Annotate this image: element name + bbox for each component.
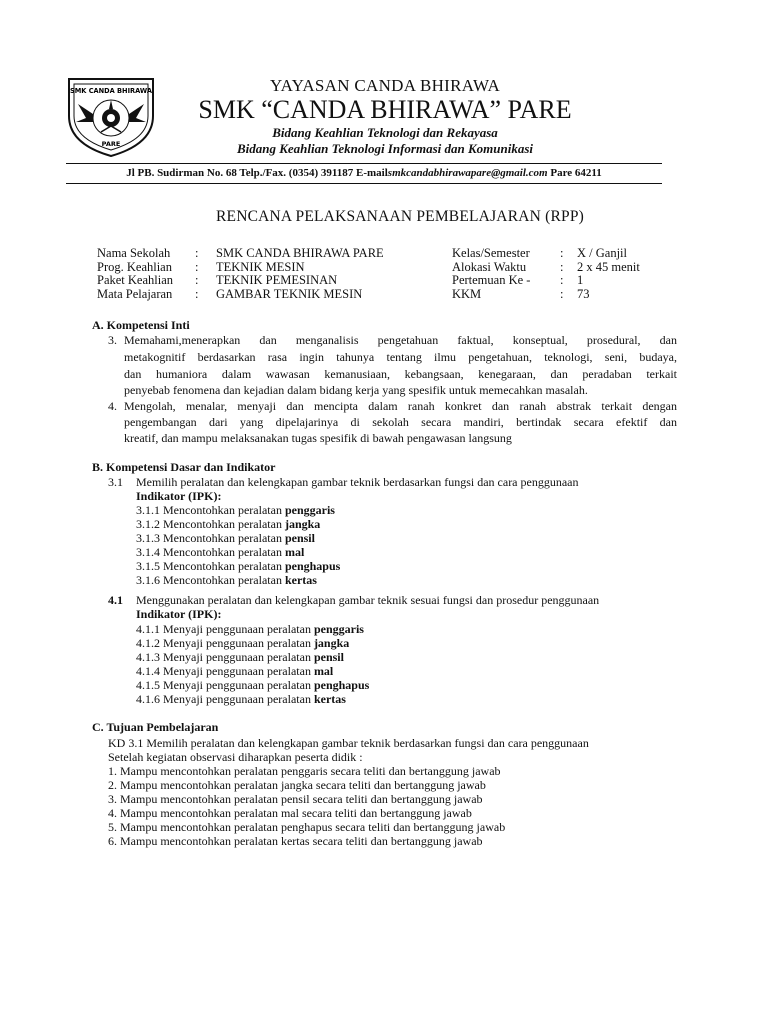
indicator-tool: mal <box>284 545 305 559</box>
logo-ring-text: SMK CANDA BHIRAWA <box>69 87 153 95</box>
address-email: smkcandabhirawapare@gmail.com <box>387 167 548 179</box>
ki4-line: Mengolah, menalar, menyaji dan mencipta dalam ranah konkret dan ranah abstrak terkait dengan <box>124 399 677 413</box>
indicator-tool: penggaris <box>313 622 364 636</box>
indicator-item <box>136 573 317 587</box>
goal-kd-line: KD 3.1 Memilih peralatan dan kelengkapan gambar teknik berdasarkan fungsi dan cara penggunaan <box>108 736 589 750</box>
indicator-tool: penghapus <box>313 678 370 692</box>
address-text: Jl PB. Sudirman No. 68 Telp./Fax. (0354) 391187 E-mail <box>126 167 388 179</box>
identity-colon: : <box>195 273 199 287</box>
indicator-item <box>136 678 369 692</box>
indicator-text: 3.1.5 Mencontohkan peralatan <box>136 559 285 573</box>
indicator-tool: pensil <box>313 650 344 664</box>
ki-number: 4. <box>108 399 117 413</box>
goal-item: 6. Mampu mencontohkan peralatan kertas secara teliti dan bertanggung jawab <box>108 834 483 848</box>
indicator-tool: jangka <box>284 517 321 531</box>
goal-item: 1. Mampu mencontohkan peralatan penggaris secara teliti dan bertanggung jawab <box>108 764 501 778</box>
indicator-text: 4.1.6 Menyaji penggunaan peralatan <box>136 692 314 706</box>
document-title: RENCANA PELAKSANAAN PEMBELAJARAN (RPP) <box>215 208 584 225</box>
identity-value: TEKNIK MESIN <box>216 260 305 274</box>
indicator-item <box>136 545 304 559</box>
identity-colon: : <box>560 246 564 260</box>
indicator-text: 3.1.3 Mencontohkan peralatan <box>136 531 285 545</box>
indicator-item <box>136 650 344 664</box>
indicator-tool: jangka <box>313 636 350 650</box>
identity-value: X / Ganjil <box>577 246 627 260</box>
identity-colon: : <box>560 260 564 274</box>
indicator-item <box>136 559 340 573</box>
identity-label: Kelas/Semester <box>452 246 530 260</box>
header-rule-top <box>66 163 662 164</box>
indicator-text: 3.1.2 Mencontohkan peralatan <box>136 517 285 531</box>
identity-colon: : <box>560 273 564 287</box>
identity-label: Prog. Keahlian <box>97 260 172 274</box>
section-heading-c: C. Tujuan Pembelajaran <box>92 720 219 734</box>
indicator-tool: pensil <box>284 531 315 545</box>
goal-intro: Setelah kegiatan observasi diharapkan peserta didik : <box>108 750 363 764</box>
identity-label: KKM <box>452 287 482 301</box>
ki4-line: pengembangan dari yang dipelajarinya di sekolah secara mandiri, bertindak secara efektif dan <box>124 415 677 429</box>
indicator-text: 4.1.3 Menyaji penggunaan peralatan <box>136 650 314 664</box>
indicator-text: 4.1.1 Menyaji penggunaan peralatan <box>136 622 314 636</box>
school-name: SMK “CANDA BHIRAWA” PARE <box>198 95 572 124</box>
logo-bottom-text: PARE <box>101 140 121 148</box>
goal-item: 2. Mampu mencontohkan peralatan jangka secara teliti dan bertanggung jawab <box>108 778 486 792</box>
identity-value: 2 x 45 menit <box>577 260 640 274</box>
indicator-tool: penggaris <box>284 503 335 517</box>
indicator-item <box>136 503 335 517</box>
kd-number: 4.1 <box>108 593 123 607</box>
ki3-line: penyebab fenomena dan kejadian dalam bidang kerja yang spesifik untuk memecahkan masalah. <box>124 383 588 397</box>
indicator-text: 4.1.5 Menyaji penggunaan peralatan <box>136 678 314 692</box>
indicator-text: 3.1.1 Mencontohkan peralatan <box>136 503 285 517</box>
identity-label: Paket Keahlian <box>97 273 174 287</box>
goal-item: 3. Mampu mencontohkan peralatan pensil secara teliti dan bertanggung jawab <box>108 792 483 806</box>
indicator-item <box>136 531 315 545</box>
ki3-line: dan humaniora dalam wawasan kemanusiaan, kebangsaan, kenegaraan, dan peradaban terkait <box>124 367 677 381</box>
address-postcode: Pare 64211 <box>547 167 602 179</box>
ki3-line: metakognitif berdasarkan rasa ingin tahunya tentang ilmu pengetahuan, teknologi, seni, budaya, <box>124 350 677 364</box>
indicator-tool: kertas <box>313 692 346 706</box>
ki4-line: kreatif, dan mampu melaksanakan tugas spesifik di bawah pengawasan langsung <box>124 431 512 445</box>
identity-label: Alokasi Waktu <box>452 260 527 274</box>
identity-value: SMK CANDA BHIRAWA PARE <box>216 246 384 260</box>
identity-label: Nama Sekolah <box>97 246 171 260</box>
ki-number: 3. <box>108 333 117 347</box>
indicator-item <box>136 636 349 650</box>
section-heading-b: B. Kompetensi Dasar dan Indikator <box>92 460 276 474</box>
foundation-name: YAYASAN CANDA BHIRAWA <box>269 76 501 95</box>
indicator-item <box>136 664 333 678</box>
header-rule-bottom <box>66 183 662 184</box>
identity-label: Pertemuan Ke - <box>452 273 531 287</box>
section-heading-a: A. Kompetensi Inti <box>92 318 190 332</box>
indicator-tool: kertas <box>284 573 317 587</box>
kd-text: Menggunakan peralatan dan kelengkapan gambar teknik sesuai fungsi dan prosedur penggunaan <box>136 593 600 607</box>
indicator-tool: mal <box>313 664 334 678</box>
identity-label: Mata Pelajaran <box>97 287 173 301</box>
identity-colon: : <box>195 260 199 274</box>
indicator-label: Indikator (IPK): <box>136 607 222 621</box>
indicator-text: 3.1.6 Mencontohkan peralatan <box>136 573 285 587</box>
kd-text: Memilih peralatan dan kelengkapan gambar teknik berdasarkan fungsi dan cara penggunaan <box>136 475 579 489</box>
identity-value: TEKNIK PEMESINAN <box>216 273 338 287</box>
indicator-text: 4.1.2 Menyaji penggunaan peralatan <box>136 636 314 650</box>
indicator-text: 3.1.4 Mencontohkan peralatan <box>136 545 285 559</box>
indicator-item <box>136 517 320 531</box>
goal-item: 4. Mampu mencontohkan peralatan mal secara teliti dan bertanggung jawab <box>108 806 472 820</box>
indicator-tool: penghapus <box>284 559 341 573</box>
indicator-label: Indikator (IPK): <box>136 489 222 503</box>
school-address <box>66 166 662 181</box>
goal-item: 5. Mampu mencontohkan peralatan penghapus secara teliti dan bertanggung jawab <box>108 820 506 834</box>
indicator-text: 4.1.4 Menyaji penggunaan peralatan <box>136 664 314 678</box>
identity-colon: : <box>195 246 199 260</box>
kd-number: 3.1 <box>108 475 123 489</box>
identity-value: 73 <box>577 287 590 301</box>
school-logo <box>66 76 156 158</box>
identity-colon: : <box>560 287 564 301</box>
expertise-field-1: Bidang Keahlian Teknologi dan Rekayasa <box>272 125 498 140</box>
identity-value: GAMBAR TEKNIK MESIN <box>216 287 363 301</box>
expertise-field-2: Bidang Keahlian Teknologi Informasi dan Komunikasi <box>236 141 534 156</box>
identity-colon: : <box>195 287 199 301</box>
indicator-item <box>136 692 346 706</box>
identity-value: 1 <box>577 273 584 287</box>
indicator-item <box>136 622 364 636</box>
ki3-line: Memahami,menerapkan dan menganalisis pengetahuan faktual, konseptual, prosedural, dan <box>124 333 677 347</box>
